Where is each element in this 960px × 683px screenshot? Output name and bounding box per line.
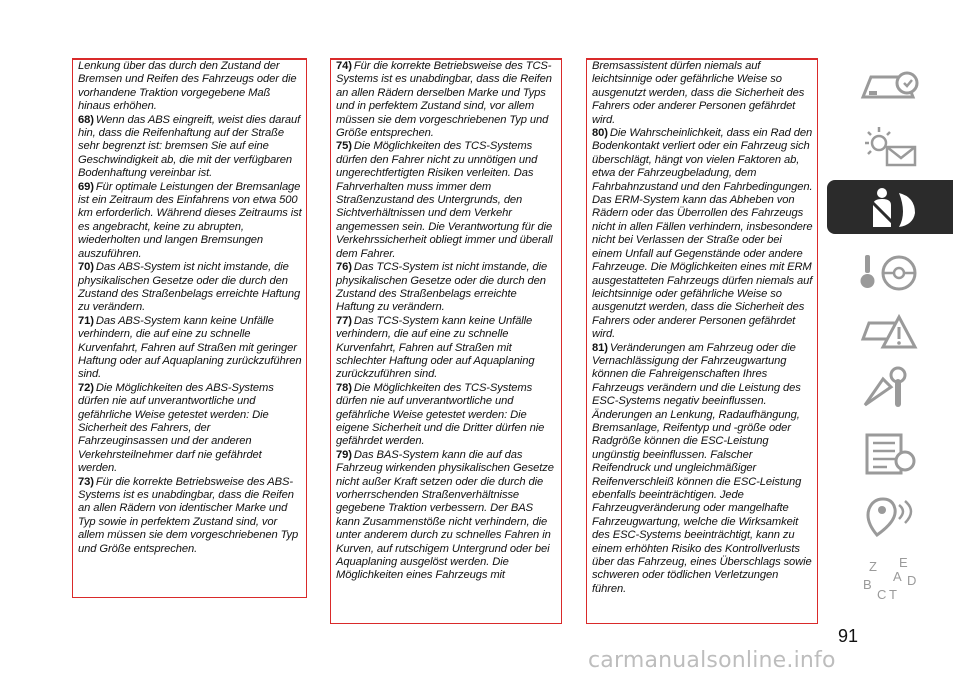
index-letter: B [863, 577, 872, 592]
note-item: 72) Die Möglichkeiten des ABS-Systems dürfen nie auf unverantwortliche und gefährliche Weise getestet werden: Die Sicherheit des Fahrers, der Fahrzeuginsassen und der anderen Verkehrsteilnehmer darf nie gefährdet werden. [78, 381, 274, 475]
continued-paragraph: Lenkung über das durch den Zustand der Bremsen und Reifen des Fahrzeugs oder die vorhandene Traktion vorgegebene Maß hinaus erhöhen. [78, 60, 297, 113]
tab-starting-driving[interactable] [827, 244, 953, 298]
note-item: 78) Die Möglichkeiten des TCS-Systems dürfen nie auf unverantwortliche und gefährliche Weise getestet werden: Die eigene Sicherheit und die Dritter dürfen nie gefährdet werden. [336, 381, 545, 448]
technical-data-icon [855, 429, 925, 477]
tab-emergency[interactable] [827, 302, 953, 356]
index-icon [855, 555, 925, 603]
note-item: 69) Für optimale Leistungen der Bremsanlage ist ein Zeitraum des Einfahrens von etwa 500 km erforderlich. Während dieses Zeitraums ist es angebracht, keine zu abrupten, wiederholten und langen Bremsungen auszuführen. [78, 180, 302, 260]
note-list [336, 60, 557, 583]
note-item: 79) Das BAS-System kann die auf das Fahrzeug wirkenden physikalischen Gesetze nicht außer Kraft setzen oder die durch die vorherrschenden Straßenverhältnisse gegebene Traktion verbessern. Der BAS kann Zusammenstöße nicht verhindern, die unter anderem durch zu schnelles Fahren in Kurven, auf rutschigem Untergrund oder bei Aquaplaning ausgelöst werden. Die Möglichkeiten eines Fahrzeugs mit [336, 448, 554, 582]
tab-dashboard[interactable] [827, 58, 953, 112]
seatbelt-safety-icon [855, 183, 925, 231]
note-list [78, 114, 302, 556]
note-item: 74) Für die korrekte Betriebsweise des TCS-Systems ist es unabdingbar, dass die Reifen an allen Rädern derselben Marke und Typs und in perfektem Zustand sind, vor allem müssen sie dem vorgeschriebenen Typ und Größe entsprechen. [336, 60, 552, 140]
tab-warning-lights[interactable] [827, 118, 953, 172]
note-item: 81) Veränderungen am Fahrzeug oder die Vernachlässigung der Fahrzeugwartung können die Fahreigenschaften Ihres Fahrzeugs verändern und die Leistung des ESC-Systems negativ beeinflussen. Änderungen an Lenkung, Radaufhängung, Bremsanlage, Reifentyp und -größe oder Radgröße können die ESC-Leistung ungünstig beeinflussen. Falscher Reifendruck und ungleichmäßiger Reifenverschleiß können die ESC-Leistung ebenfalls beeinträchtigen. Jede Fahrzeugveränderung oder mangelhafte Fahrzeugwartung, welche die Wirksamkeit des ESC-Systems beeinträchtigt, kann zu einem erhöhten Risiko des Kontrollverlusts über das Fahrzeug, eines Überschlags sowie schweren oder tödlichen Verletzungen führen. [592, 341, 812, 595]
watermark: carmanualsonline.info [588, 648, 836, 673]
tab-multimedia[interactable] [827, 488, 953, 542]
note-item: 75) Die Möglichkeiten des TCS-Systems dürfen den Fahrer nicht zu unnötigen und ungerechtfertigten Risiken verleiten. Das Fahrverhalten muss immer dem Straßenzustand des Untergrunds, den Sichtverhältnissen und dem Verkehr angemessen sein. Die Verantwortung für die Verkehrssicherheit obliegt immer und überall dem Fahrer. [336, 140, 553, 260]
emergency-icon [855, 305, 925, 353]
note-item: 80) Die Wahrscheinlichkeit, dass ein Rad den Bodenkontakt verliert oder ein Fahrzeug sich überschlägt, hängt von vielen Faktoren ab, etwa der Fahrzeugbeladung, dem Fahrbahnzustand und den Fahrbedingungen. Das ERM-System kann das Abheben von Rädern oder das Überrollen des Fahrzeugs nicht in allen Fällen verhindern, insbesondere nicht bei Verlassen der Straße oder bei einem Unfall auf Gegenstände oder andere Fahrzeuge. Die Möglichkeiten eines mit ERM ausgestatteten Fahrzeugs dürfen niemals auf leichtsinnige oder gefährliche Weise so ausgenutzt werden, dass die Sicherheit des Fahrers oder anderer Personen gefährdet wird. [592, 127, 813, 341]
note-list [592, 127, 813, 596]
index-letter: T [889, 587, 897, 602]
note-item: 70) Das ABS-System ist nicht imstande, die physikalischen Gesetze oder die durch den Zustand des Straßenbelags erreichte Haftung zu verändern. [78, 261, 301, 314]
note-item: 73) Für die korrekte Betriebsweise des ABS-Systems ist es unabdingbar, dass die Reifen an allen Rädern von identischer Marke und Typ sowie in perfektem Zustand sind, vor allem müssen sie dem vorgeschriebenen Typ und Größe entsprechen. [78, 475, 299, 555]
tab-maintenance[interactable] [827, 362, 953, 416]
index-letter: E [899, 555, 908, 570]
multimedia-icon [855, 491, 925, 539]
maintenance-icon [855, 365, 925, 413]
note-item: 71) Das ABS-System kann keine Unfälle verhindern, die auf eine zu schnelle Kurvenfahrt, Fahren auf Straßen mit geringer Haftung oder auf Aquaplaning zurückzuführen sind. [78, 314, 302, 381]
index-letter: C [877, 587, 887, 602]
starting-driving-icon [855, 247, 925, 295]
note-item: 77) Das TCS-System kann keine Unfälle verhindern, die auf eine zu schnelle Kurvenfahrt, Fahren auf Straßen mit schlechter Haftung oder auf Aquaplaning zurückzuführen sind. [336, 314, 535, 381]
continued-paragraph: Bremsassistent dürfen niemals auf leichtsinnige oder gefährliche Weise so ausgenutzt werden, dass die Sicherheit des Fahrers oder anderer Personen gefährdet wird. [592, 60, 805, 126]
note-item: 68) Wenn das ABS eingreift, weist dies darauf hin, dass die Reifenhaftung auf der Straße sehr begrenzt ist: bremsen Sie auf eine Geschwindigkeit ab, die mit der verfügbaren Bodenhaftung vereinbar ist. [78, 113, 301, 180]
page-number: 91 [838, 626, 859, 646]
text-column-right [586, 58, 818, 624]
text-column-middle [330, 58, 562, 624]
index-letter: D [907, 573, 917, 588]
warning-lights-icon [855, 121, 925, 169]
index-letter: Z [869, 559, 877, 574]
index-letter: A [893, 569, 902, 584]
text-column-left [72, 58, 307, 598]
tab-safety[interactable] [827, 180, 953, 234]
car-dashboard-icon [855, 61, 925, 109]
tab-index[interactable] [827, 552, 953, 606]
note-item: 76) Das TCS-System ist nicht imstande, die physikalischen Gesetze oder die durch den Zustand des Straßenbelags erreichte Haftung zu verändern. [336, 261, 548, 314]
tab-technical-data[interactable] [827, 426, 953, 480]
